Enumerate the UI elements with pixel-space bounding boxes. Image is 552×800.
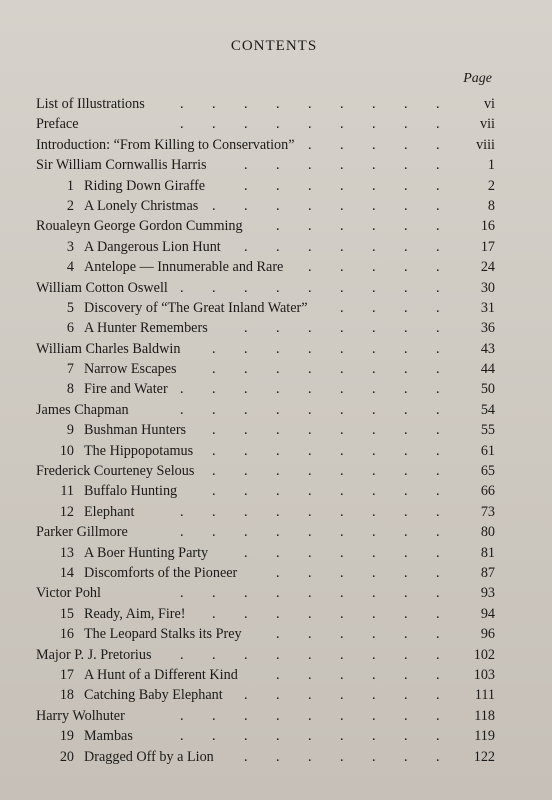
entry-title: Discomforts of the Pioneer xyxy=(84,564,238,581)
toc-section-row xyxy=(0,135,552,155)
page-number: 17 xyxy=(480,238,495,255)
toc-story-row xyxy=(0,481,552,501)
dot-leader: . . . . . . . . . xyxy=(180,646,440,663)
story-number: 2 xyxy=(66,197,74,214)
dot-leader: . . . . xyxy=(340,299,440,316)
entry-title: Mambas xyxy=(84,728,133,745)
page-number: vi xyxy=(483,96,495,112)
toc-story-row xyxy=(0,726,552,746)
toc-section-row xyxy=(0,400,552,420)
contents-title: CONTENTS xyxy=(230,38,318,54)
story-number: 13 xyxy=(59,544,74,561)
toc-story-row xyxy=(0,624,552,644)
toc-story-row xyxy=(0,502,552,522)
entry-title: William Charles Baldwin xyxy=(36,340,181,357)
toc-story-row xyxy=(0,176,552,196)
dot-leader: . . . . . . . xyxy=(244,238,440,255)
dot-leader: . . . . . . . . xyxy=(212,442,440,459)
toc-story-row xyxy=(0,665,552,685)
story-number: 18 xyxy=(59,687,74,704)
story-number: 6 xyxy=(66,320,74,337)
dot-leader: . . . . . . . . xyxy=(212,361,440,378)
entry-title: A Hunt of a Different Kind xyxy=(84,666,238,683)
page-number: 30 xyxy=(480,279,495,296)
dot-leader: . . . . . . . . . xyxy=(180,524,440,541)
story-number: 11 xyxy=(60,483,74,500)
entry-title: A Boer Hunting Party xyxy=(84,544,209,561)
page-number: 73 xyxy=(480,503,495,520)
toc-story-row xyxy=(0,318,552,338)
toc-section-row xyxy=(0,155,552,175)
dot-leader: . . . . . . . xyxy=(244,157,440,174)
page-number: 93 xyxy=(480,585,495,602)
entry-title: William Cotton Oswell xyxy=(36,279,168,296)
toc-section-row xyxy=(0,114,552,134)
dot-leader: . . . . . . xyxy=(276,218,440,235)
page-number: 80 xyxy=(480,524,495,541)
dot-leader: . . . . . . . xyxy=(244,320,440,337)
entry-title: Ready, Aim, Fire! xyxy=(84,605,186,622)
toc-story-row xyxy=(0,298,552,318)
page-number: 16 xyxy=(480,218,495,235)
dot-leader: . . . . . . . . . xyxy=(180,381,440,398)
story-number: 1 xyxy=(66,177,74,194)
dot-leader: . . . . . . xyxy=(276,666,440,683)
dot-leader: . . . . . . . . . xyxy=(180,401,440,418)
toc-story-row xyxy=(0,420,552,440)
page-number: 8 xyxy=(487,197,495,214)
page-number: 96 xyxy=(480,626,495,643)
entry-title: Catching Baby Elephant xyxy=(84,687,223,704)
dot-leader: . . . . . . . . xyxy=(212,340,440,357)
entry-title: Dragged Off by a Lion xyxy=(84,748,214,765)
page-number: 94 xyxy=(480,605,495,622)
toc-section-row xyxy=(0,583,552,603)
story-number: 16 xyxy=(59,626,74,643)
page-number: 103 xyxy=(473,666,495,683)
page-number: 111 xyxy=(474,687,495,704)
entry-title: A Lonely Christmas xyxy=(84,197,199,214)
entry-title: A Dangerous Lion Hunt xyxy=(84,238,221,255)
story-number: 5 xyxy=(66,299,74,316)
entry-title: Riding Down Giraffe xyxy=(84,177,206,194)
story-number: 14 xyxy=(59,564,74,581)
toc-story-row xyxy=(0,747,552,767)
entry-title: James Chapman xyxy=(36,401,129,418)
story-number: 4 xyxy=(66,259,74,276)
page-number: 31 xyxy=(480,299,495,316)
entry-title: Buffalo Hunting xyxy=(84,483,178,500)
dot-leader: . . . . . . . . . xyxy=(180,585,440,602)
dot-leader: . . . . . . . xyxy=(244,177,440,194)
toc-section-row xyxy=(0,339,552,359)
toc-story-row xyxy=(0,543,552,563)
page-number: 102 xyxy=(473,646,495,663)
page-number: 61 xyxy=(480,442,495,459)
dot-leader: . . . . . . . . . xyxy=(180,707,440,724)
story-number: 10 xyxy=(59,442,74,459)
toc-section-row xyxy=(0,461,552,481)
entry-title: Sir William Cornwallis Harris xyxy=(36,157,207,174)
dot-leader: . . . . . . . . . xyxy=(180,96,440,112)
entry-title: Major P. J. Pretorius xyxy=(36,646,152,663)
entry-title: Roualeyn George Gordon Cumming xyxy=(36,218,243,235)
entry-title: Victor Pohl xyxy=(36,585,101,602)
toc-story-row xyxy=(0,379,552,399)
page-number: 50 xyxy=(480,381,495,398)
toc-section-row xyxy=(0,216,552,236)
entry-title: Narrow Escapes xyxy=(84,361,177,378)
entry-title: Bushman Hunters xyxy=(84,422,187,439)
dot-leader: . . . . . . . . . xyxy=(180,728,440,745)
page-number: 1 xyxy=(487,157,495,174)
dot-leader: . . . . . . . . xyxy=(212,422,440,439)
entry-title: The Leopard Stalks its Prey xyxy=(84,626,242,643)
toc-section-row xyxy=(0,706,552,726)
toc-story-row xyxy=(0,257,552,277)
toc-section-row xyxy=(0,94,552,114)
dot-leader: . . . . . . . . xyxy=(212,197,440,214)
story-number: 20 xyxy=(59,748,74,765)
toc-section-row xyxy=(0,522,552,542)
page-number: 2 xyxy=(487,177,495,194)
story-number: 3 xyxy=(66,238,74,255)
entry-title: Frederick Courteney Selous xyxy=(36,463,195,480)
dot-leader: . . . . . . . . xyxy=(212,483,440,500)
dot-leader: . . . . . xyxy=(308,259,440,276)
entry-title: List of Illustrations xyxy=(36,96,145,112)
dot-leader: . . . . . . xyxy=(276,564,440,581)
entry-title: Parker Gillmore xyxy=(36,524,128,541)
page-number: 81 xyxy=(480,544,495,561)
story-number: 9 xyxy=(66,422,74,439)
toc-story-row xyxy=(0,237,552,257)
story-number: 15 xyxy=(59,605,74,622)
entry-title: Fire and Water xyxy=(84,381,168,398)
toc-section-row xyxy=(0,645,552,665)
toc-story-row xyxy=(0,196,552,216)
dot-leader: . . . . . . . . . xyxy=(180,116,440,133)
page-number: 66 xyxy=(480,483,495,500)
entry-title: Introduction: “From Killing to Conservation” xyxy=(36,136,295,153)
dot-leader: . . . . . . . xyxy=(244,687,440,704)
entry-title: Antelope — Innumerable and Rare xyxy=(84,259,284,276)
toc-story-row xyxy=(0,563,552,583)
page-column-header: Page xyxy=(463,71,492,86)
page-number: viii xyxy=(476,136,495,153)
story-number: 17 xyxy=(59,666,74,683)
dot-leader: . . . . . . . xyxy=(244,544,440,561)
entry-title: A Hunter Remembers xyxy=(84,320,208,337)
toc-story-row xyxy=(0,604,552,624)
entry-title: Harry Wolhuter xyxy=(36,707,125,724)
dot-leader: . . . . . . . . . xyxy=(180,279,440,296)
toc-story-row xyxy=(0,685,552,705)
contents-list xyxy=(0,94,552,767)
page-number: 65 xyxy=(480,463,495,480)
dot-leader: . . . . . . . . xyxy=(212,605,440,622)
story-number: 7 xyxy=(66,361,74,378)
toc-story-row xyxy=(0,441,552,461)
page-number: 24 xyxy=(480,259,495,276)
entry-title: Discovery of “The Great Inland Water” xyxy=(84,299,308,316)
story-number: 19 xyxy=(59,728,74,745)
dot-leader: . . . . . . . . xyxy=(212,463,440,480)
entry-title: The Hippopotamus xyxy=(84,442,194,459)
page-number: 54 xyxy=(480,401,495,418)
page-number: 43 xyxy=(480,340,495,357)
story-number: 12 xyxy=(59,503,74,520)
dot-leader: . . . . . . . xyxy=(244,748,440,765)
page-number: 87 xyxy=(480,564,495,581)
toc-section-row xyxy=(0,278,552,298)
page-number: 44 xyxy=(480,361,495,378)
page-number: vii xyxy=(480,116,495,133)
page-number: 55 xyxy=(480,422,495,439)
entry-title: Elephant xyxy=(84,503,135,520)
story-number: 8 xyxy=(66,381,74,398)
page-number: 118 xyxy=(474,707,495,724)
page-number: 119 xyxy=(474,728,495,745)
dot-leader: . . . . . . xyxy=(276,626,440,643)
page-number: 36 xyxy=(480,320,495,337)
dot-leader: . . . . . xyxy=(308,136,440,153)
page-number: 122 xyxy=(473,748,495,765)
entry-title: Preface xyxy=(36,116,79,133)
dot-leader: . . . . . . . . . xyxy=(180,503,440,520)
toc-story-row xyxy=(0,359,552,379)
